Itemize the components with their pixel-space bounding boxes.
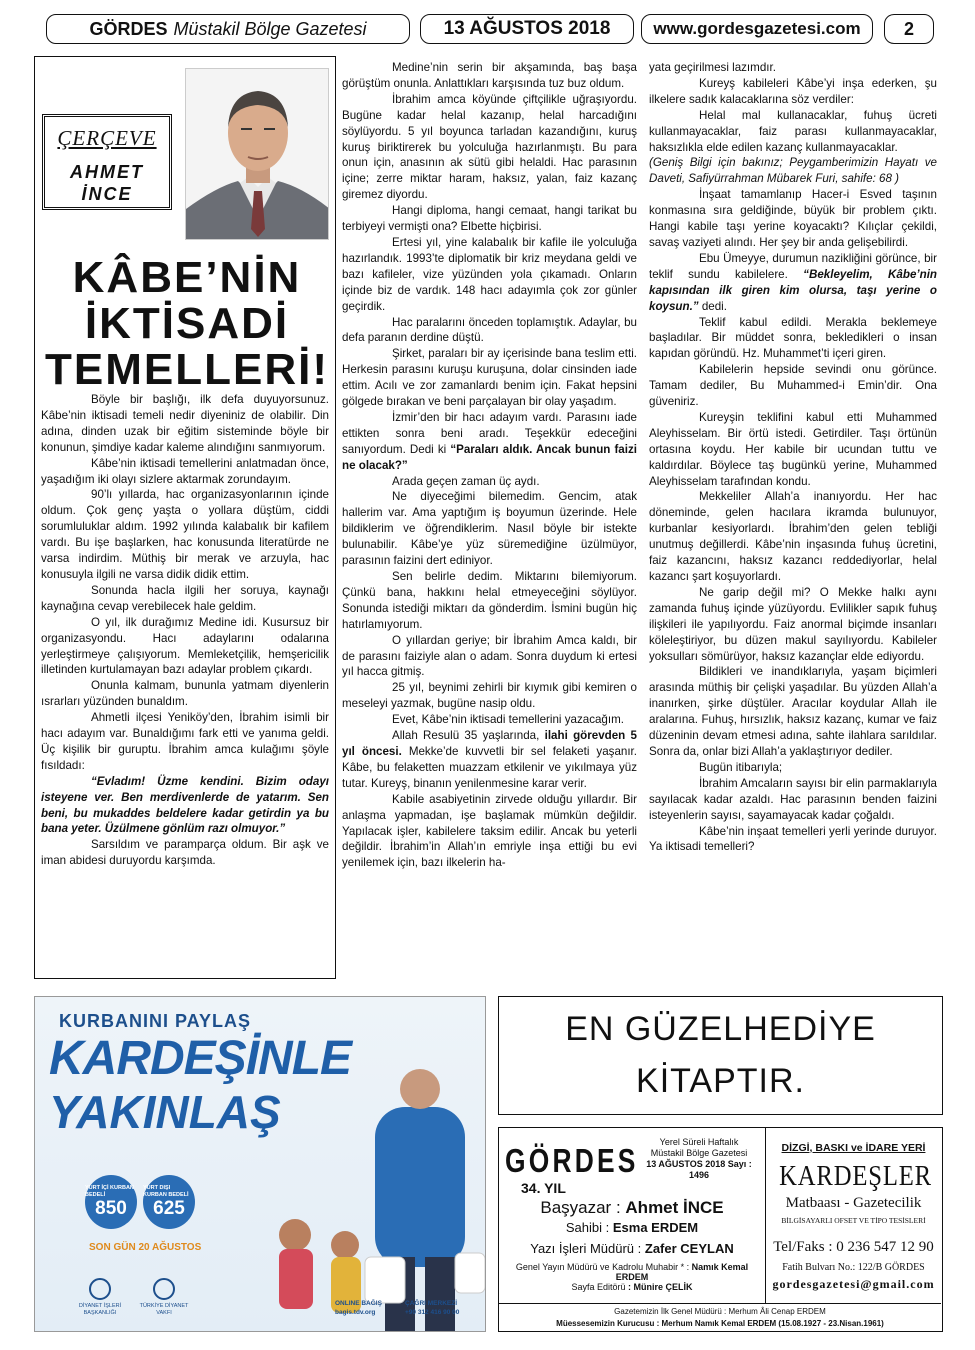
paragraph: Onunla kalmam, bununla yatmam diyenlerin ısrarları yüzünden bunaldım.	[41, 679, 329, 709]
paragraph: Ertesi yıl, yine kalabalık bir kafile ile yolculuğa hazırlandık. 1993’te diplomatik bir kriz meydana geldi ve bazı kafileler, vize yüzünden yola çıkamadı. Onların içinde biz de vardık. 148 hacı adayımla çok zor günler geçirdik.	[342, 235, 637, 313]
paragraph: Sonunda hacla ilgili her soruya, kaynağı kaynağına cevap verebilecek hale geldim.	[41, 583, 329, 613]
managing-editor: Yazı İşleri Müdürü : Zafer CEYLAN	[530, 1241, 734, 1256]
paragraph: Allah Resulü 35 yaşlarında, ilahi görevden 5 yıl öncesi. Mekke’de kuvvetli bir sel felaketi yaşanır. Kâbe, bu felaketten muazzam etkilenir ve yıkılmaya yüz tutar. Kureyş, binanın yenilenmesine karar verir.	[342, 729, 637, 790]
header-title: GÖRDES	[89, 18, 168, 39]
printer-name: KARDEŞLER	[779, 1160, 932, 1192]
paragraph: Ebu Ümeyye, durumun nazikliğini görünce, bir teklif sundu kabilelere. “Bekleyelim, Kâbe’nin kapısından ilk giren kim olursa, taşı yerine o koysun.” dedi.	[649, 251, 938, 313]
editor-in-chief: Başyazar : Ahmet İNCE	[540, 1198, 724, 1217]
paragraph: Sarsıldım ve paramparça oldum. Bir aşk ve iman abidesi duruyordu karşımda.	[41, 838, 329, 868]
paragraph: Kâbe’nin inşaat temelleri yerli yerinde duruyor. Ya iktisadi temelleri?	[649, 824, 937, 854]
paragraph: Kabile asabiyetinin zirvede olduğu yıllardır. Bir anlaşma yapmadan, işe başlamak mümkün değildir. Yapılacak işler, kabilelere taksim edilir. Ancak bu yeterli değildir. İbrahim’in Allah’ın emriyle inşa ettiği bu evi yenilemek için, bazı ilkelerin ha-	[342, 792, 637, 870]
page-number: 2	[884, 14, 934, 44]
author-name: AHMET İNCE	[70, 162, 144, 204]
general-director: Genel Yayın Müdürü ve Kadrolu Muhabir * : Namık Kemal ERDEM	[515, 1262, 749, 1282]
quote-paragraph: “Evladım! Üzme kendini. Bizim odayı isteyene ver. Ben merdivenlerde de yatarım. Sen beni, bu mukaddes beldelere kadar getirdin ya bu bana yeter. Üzülmene gönlüm razı olmuyor.”	[41, 774, 329, 836]
paragraph: Hac paralarını önceden toplamıştık. Adaylar, bu defa paranın derdine düştü.	[342, 315, 637, 345]
online-donation[interactable]: ONLINE BAĞIŞ bagis.tdv.org	[335, 1300, 382, 1316]
article-headline: KÂBE’NİN İKTİSADİ TEMELLERİ!	[45, 253, 329, 394]
call-center[interactable]: ÇAĞRI MERKEZİ +90 312 416 90 00	[405, 1300, 460, 1316]
paragraph: İbrahim amca köyünde çiftçilikle uğraşıyordu. Bugüne kadar helal kazanıp, helal harcadığını söylüyordu. 5 yıl boyunca tarladan kazandığını, kuruş kuruş biriktirerek bu yolculuğa hazırlanmıştı. Bu para onun için, anasının ak sütü gibi helaldi. Hac parasının içine; zerre miktar haram, haksız, yalan, faiz kazanç giremez diyordu.	[342, 92, 637, 202]
paragraph: O yıllardan geriye; bir İbrahim Amca kaldı, bir de parasını faiziyle alan o adam. Sonra duydum ki ertesi yıl hacca gitmiş.	[342, 633, 637, 679]
diyanet-logo: DİYANET İŞLERİ BAŞKANLIĞI	[71, 1278, 129, 1317]
promo-line-1: EN GÜZELHEDİYE	[565, 1010, 876, 1048]
paragraph: İzmir’den bir hacı adayım vardı. Parasını iade ettikten sonra beni aradı. Teşekkür edeceğini sanıyordum. Dedi ki “Paraları aldık. Ancak bunun faizi ne olacak?”	[342, 410, 637, 472]
paragraph: Mekkeliler Allah’a inanıyordu. Her hac döneminde, gelen hacılara ikramda bulunuyor, kurbanlar kesiyorlardı. İbrahim’den gelen tebliği unutmuş değillerdi. Kâbe’nin inşasında fuhuş ücretini, faiz kazancını, haksız kazancı reddediyorlar, helal kazancı şart koşuyorlardı.	[649, 490, 937, 583]
column-label: ÇERÇEVE	[57, 126, 157, 150]
paragraph: Teklif kabul edildi. Merakla beklemeye başladılar. Bir müddet sonra, bekledikleri o insan kapıdan göründü. Hz. Muhammet’ti içeri giren.	[649, 315, 937, 361]
ad-tagline: KURBANINI PAYLAŞ	[58, 1011, 252, 1031]
paragraph: Evet, Kâbe’nin iktisadi temellerini yazacağım.	[392, 713, 624, 727]
ad-headline-2: YAKINLAŞ	[49, 1086, 281, 1138]
article-column-2	[342, 60, 637, 871]
paragraph: Böyle bir başlığı, ilk defa duyuyorsunuz. Kâbe’nin iktisadi temeli nedir diyeniniz de olabilir. Din adına, dinden uzak bir eğitim sisteminde böyle bir konunun, şimdiye kadar kaleme alındığını sanmıyorum.	[41, 393, 329, 454]
owner: Sahibi : Esma ERDEM	[565, 1220, 699, 1235]
header-date: 13 AĞUSTOS 2018	[420, 14, 634, 44]
header-website[interactable]: www.gordesgazetesi.com	[641, 14, 873, 44]
ad-deadline: SON GÜN 20 AĞUSTOS	[89, 1242, 202, 1253]
printer-type: Matbaası - Gazetecilik	[785, 1195, 922, 1211]
paragraph: Kabilelerin hepside sevindi onu görünce. Tamam dediler, Bu Muhammed-i Emin’dir. Ona güveniriz.	[649, 363, 937, 409]
promo-box	[498, 996, 943, 1115]
page-editor: Sayfa Editörü : Münire ÇELİK	[571, 1282, 693, 1292]
masthead-title: GÖRDES	[505, 1142, 639, 1179]
ad-headline-1: KARDEŞİNLE	[49, 1032, 352, 1085]
paragraph: Kureyş kabileleri Kâbe’yi inşa ederken, şu ilkelere sadık kalacaklarına söz verdiler:	[649, 76, 937, 106]
email[interactable]: gordesgazetesi@gmail.com	[772, 1277, 935, 1291]
article-column-1	[41, 392, 329, 869]
paragraph: Kureyşin teklifini kabul etti Muhammed Aleyhisselam. Bir örtü istedi. Getirdiler. Taşı örtünün ortasına koydu. Her kabile bir ucundan tuttu ve kaldırdılar. Böylece taş bugünkü yerine, Muhammed Aleyhisselam tarafından kondu.	[649, 410, 937, 488]
phone[interactable]: Tel/Faks : 0 236 547 12 90	[773, 1239, 934, 1255]
quote: “Bekleyelim, Kâbe’nin kapısından ilk giren kim olursa, taşı yerine o koysun.”	[649, 267, 938, 313]
tdv-logo-icon	[153, 1278, 175, 1300]
reference-note: (Geniş Bilgi için bakınız; Peygamberimizin Hayatı ve Daveti, Safiyürrahman Mübarek Furi, sahife: 68 )	[649, 156, 937, 186]
quote-faiz: “Paraları aldık. Ancak bunun faizi ne olacak?”	[342, 442, 637, 472]
paragraph: Helal mal kullanacaklar, fuhuş ücreti kullanmayacaklar, faiz parası kullanmayacaklar, haksızlıkla elde edilen kazanç kullanmayacaklar.	[649, 108, 937, 154]
paragraph: Medine’nin serin bir akşamında, baş başa görüştüm onunla. Anlattıkları karşısında tuz buz oldum.	[342, 61, 637, 90]
paragraph: 90’lı yıllarda, hac organizasyonlarının içinde oldum. Çok genç yaşta o yollara düştüm, ciddi sorumluluklar aldım. 1992 yılında kalabalık bir kafilem vardı. Bu işe başlarken, hac konusunda literatürde ne varsa indirdim. Müthiş bir merak ve arzuyla, hac konusuyla ilgili ne varsa didik didik ettim.	[41, 488, 329, 581]
author-photo	[185, 68, 329, 240]
paragraph: 25 yıl, beynimi zehirli bir kıymık gibi kemiren o meseleyi yazmak, bugüne nasip oldu.	[342, 681, 637, 711]
paragraph: Kâbe’nin iktisadi temellerini anlatmadan önce, yaşadığım iki olayı sizlere aktarmak zorundayım.	[41, 456, 329, 486]
paragraph: Ne diyeceğimi bilemedim. Gencim, atak hallerim var. Ama yaptığım iş boyumun üzerinde. Hele bildiklerim ve öğrendiklerim. Nasıl böyle bir istekte bulunabilir. Kâbe’ye yüz süremediğine üzülmüyor, parasının faizini dert ediniyor.	[342, 490, 637, 568]
paragraph: Ahmetli ilçesi Yeniköy’den, İbrahim isimli bir hacı adayım var. Bunaldığımı fark etti ve yanıma geldi. Üç kişilik bir guruptu. İbrahim amca kulağımı şöyle fısıldadı:	[41, 711, 329, 772]
column-label-box	[42, 114, 172, 210]
paragraph: İbrahim Amcaların sayısı bir elin parmaklarıyla sayılacak kadar azaldı. Hac parasının benden faizini isteyenlerin sayısı, sayamayacak kadar çoğaldı.	[649, 776, 937, 822]
paragraph: İnşaat tamamlanıp Hacer-i Esved taşının konmasına sıra geldiğinde, büyük bir problem çıktı. Hangi kabile taşı yerine koyacaktı? Kılıçlar çekildi, savaş vaziyeti alındı. Her şey bir anda gelişebilirdi.	[649, 188, 937, 249]
paragraph: Bildikleri ve inandıklarıyla, yaşam biçimleri arasında müthiş bir çelişki yaşadılar. Bu yüzden Allah’a inanırken, şirke düştüler. Aracılar koydular Allah ile aralarına. Fuhuş, hırsızlık, haksız kazanç, kumar ve faiz düzeninin devam etmesi adına, sahte ilahlara sarıldılar. Sonra da, onlar bizi Allah’a yaklaştırıyor dediler.	[649, 665, 937, 758]
paragraph: Sen belirle dedim. Miktarını bilemiyorum. Çünkü bana, hakkını helal etmeyeceğini söylüyor. Sonunda istediği miktarı da gönderdim. İsmini bugün hiç hatırlamıyorum.	[342, 570, 637, 631]
paragraph: Arada geçen zaman üç aydı.	[392, 474, 540, 488]
article-column-3	[649, 60, 937, 855]
paragraph: Bugün itibarıyla;	[699, 760, 783, 774]
masthead-staff	[499, 1128, 766, 1303]
masthead	[498, 1127, 943, 1332]
masthead-printing	[766, 1128, 941, 1303]
paragraph: Hangi diploma, hangi cemaat, hangi tarikat bu terbiyeyi vermişti ona? Elbette hiçbirisi.	[342, 204, 637, 234]
printer-facilities: BİLGİSAYARLI OFSET VE TİPO TESİSLERİ	[781, 1216, 926, 1225]
address: Fatih Bulvarı No.: 122/B GÖRDES	[782, 1262, 925, 1273]
paragraph: Şirket, paraları bir ay içerisinde bana teslim etti. Herkesin parasını kuruşu kuruşuna, dolar cinsinden iade ettim. Acılı ve zor zamanlardı benim için. Fakat hepsini gölgede bırakan ve beni parçalayan bir olay yaşadım.	[342, 347, 637, 409]
paragraph: Ne garip değil mi? O Mekke halkı aynı zamanda fuhuş içinde yüzüyordu. Evlilikler sapık fuhuş ilişkileri ile yapılıyordu. Faiz anormal biçimde insanları köleleştiriyor, bu düzen makul sayılıyordu. Kabileler yoksulları sömürüyor, haksız kazançlar elde ediyordu.	[649, 585, 937, 663]
kurban-advertisement[interactable]	[34, 996, 486, 1332]
paragraph: O yıl, ilk durağımız Medine idi. Kusursuz bir organizasyondu. Hacı adaylarını odalarına yerleştirmeye çalışıyorum. Memleketçilik, hemşericilik illetinden kurtulamayan bazı adaylar problem çıkardı.	[41, 615, 329, 677]
diyanet-logo-icon	[89, 1278, 111, 1300]
badge-abroad: YURT DIŞI KURBAN BEDELİ 625	[143, 1175, 195, 1229]
header-subtitle: Müstakil Bölge Gazetesi	[173, 18, 367, 39]
masthead-info: Yerel Süreli Haftalık Müstakil Bölge Gazetesi 13 AĞUSTOS 2018 Sayı : 1496	[646, 1137, 752, 1180]
masthead-footer: Gazetemizin İlk Genel Müdürü : Merhum Âli Cenap ERDEM Müessesemizin Kurucusu : Merhum Namık Kemal ERDEM (15.08.1927 - 23.Nisan.1961)	[499, 1303, 941, 1331]
paragraph: yata geçirilmesi lazımdır.	[649, 61, 776, 74]
tdv-logo: TÜRKİYE DİYANET VAKFI	[135, 1278, 193, 1317]
promo-line-2: KİTAPTIR.	[636, 1062, 805, 1100]
print-label: DİZGİ, BASKI ve İDARE YERİ	[781, 1142, 926, 1154]
header-newspaper-name	[46, 14, 410, 44]
masthead-year: 34. YIL	[521, 1180, 566, 1196]
badge-domestic: YURT İÇİ KURBAN BEDELİ 850	[85, 1175, 137, 1229]
ad-illustration	[255, 1067, 486, 1332]
emphasis: ilahi görevden 5 yıl öncesi.	[342, 729, 637, 758]
